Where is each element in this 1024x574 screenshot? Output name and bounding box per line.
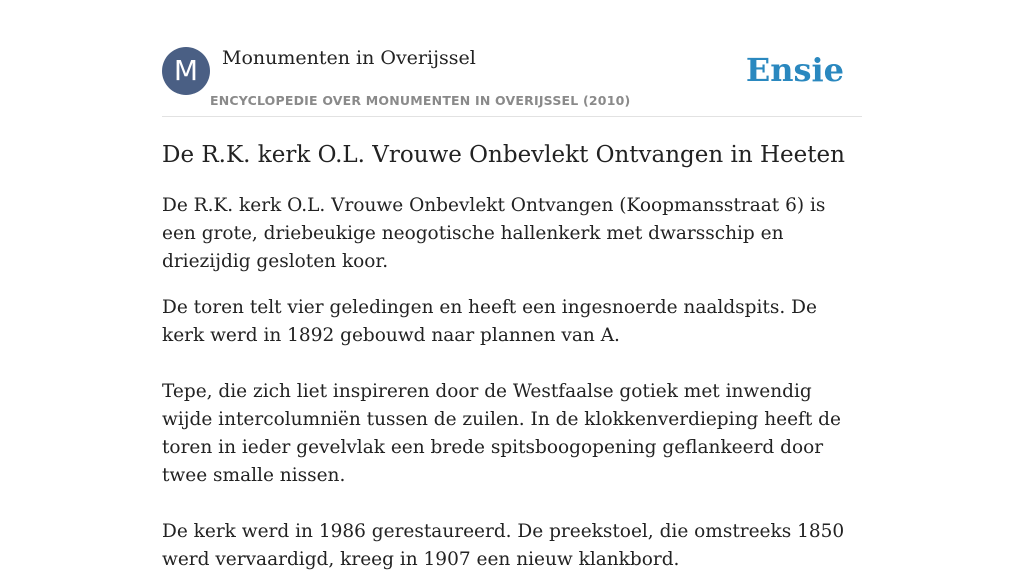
ensie-logo-link[interactable]: Ensie (745, 51, 844, 89)
article-paragraph-3: Tepe, die zich liet inspireren door de Westfaalse gotiek met inwendig wijde intercolumniën tussen de zuilen. In de klokkenverdieping heeft de toren in ieder gevelvlak een brede spitsboogopening geflankeerd door twee smalle nissen. (162, 381, 841, 486)
article-paragraph-4: De kerk werd in 1986 gerestaureerd. De preekstoel, die omstreeks 1850 werd vervaardigd, kreeg in 1907 een nieuw klankbord. (162, 521, 845, 570)
source-avatar[interactable]: M (162, 47, 210, 95)
article-header (162, 46, 862, 117)
article-body (162, 140, 862, 574)
article-paragraph-2: De toren telt vier geledingen en heeft een ingesnoerde naaldspits. De kerk werd in 1892 gebouwd naar plannen van A. (162, 297, 817, 346)
source-title-link[interactable]: Monumenten in Overijssel (222, 47, 476, 69)
source-subtitle: ENCYCLOPEDIE OVER MONUMENTEN IN OVERIJSSEL (2010) (210, 93, 631, 108)
article-paragraph-1: De R.K. kerk O.L. Vrouwe Onbevlekt Ontvangen (Koopmansstraat 6) is een grote, driebeukige neogotische hallenkerk met dwarsschip en driezijdig gesloten koor. (162, 195, 826, 272)
article-title: De R.K. kerk O.L. Vrouwe Onbevlekt Ontvangen in Heeten (162, 142, 845, 168)
